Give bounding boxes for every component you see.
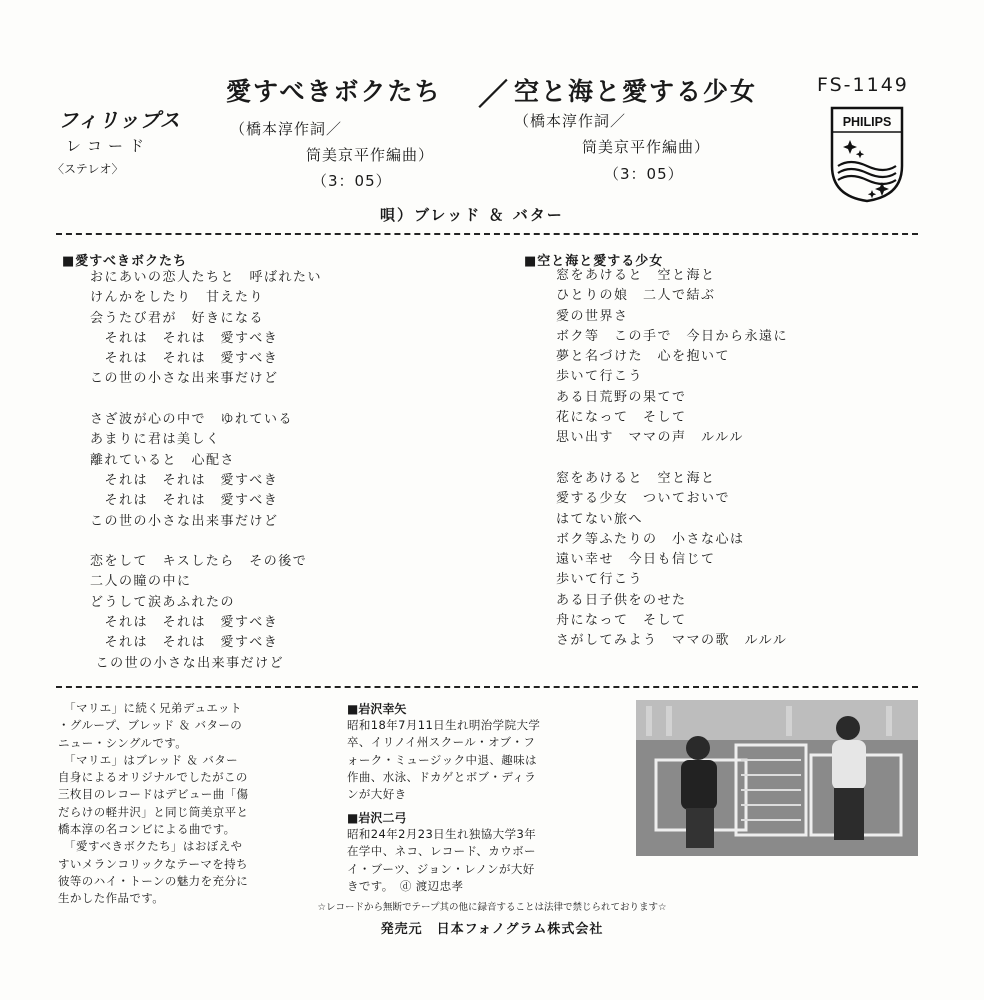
publisher: 発売元 日本フォノグラム株式会社 [380,922,604,937]
lyrics-heading-a: ■愛すべきボクたち [62,254,188,269]
copyright-warning: ☆レコードから無断でテープ其の他に録音することは法律で禁じられております☆ [317,902,667,913]
philips-logo [828,104,906,204]
bio-text-1: 昭和18年7月11日生れ明治学院大学 卒、イリノイ州スクール・オブ・フ ォーク・ミュージック中退、趣味は 作曲、水泳、ドカゲとボブ・ディラ ンが大好き [347,718,541,802]
bio-name-1: ■岩沢幸矢 [347,702,407,716]
bio-text-2: 昭和24年2月23日生れ独協大学3年 在学中、ネコ、レコード、カウボー イ・ブーツ、ジョン・レノンが大好 きです。 ⓓ 渡辺忠孝 [347,827,537,893]
artist-credit: 唄）ブレッド ＆ バター [380,206,564,224]
label-stereo-text: 〈ステレオ〉 [52,162,124,176]
credit-a-composer: 筒美京平作編曲） [306,146,435,164]
song-title-a: 愛すべきボクたち [226,77,442,106]
credit-b-lyricist: （橋本淳作詞／ [514,112,627,130]
lyrics-heading-b: ■空と海と愛する少女 [524,254,664,269]
liner-notes: 「マリエ」に続く兄弟デュエット ・グループ、ブレッド ＆ バターの ニュー・シングルです。 「マリエ」はブレッド ＆ バター 自身によるオリジナルでしたがこの 三枚目のレコードはデビュー曲「傷 だらけの軽井沢」と同じ筒美京平と 橋本淳の名コンビによる曲です。 「愛すべきボクたち」はおぼえや すいメランコリックなテーマを持ち 彼等のハイ・トーンの魅力を充分に 生かした作品です。 [58,701,249,906]
duration-a: （3：05） [312,172,392,190]
label-brand: フィリップス [58,108,181,132]
bio-name-2: ■岩沢二弓 [347,811,407,825]
catalog-number: FS-1149 [817,74,909,96]
lyrics-text-a: おにあいの恋人たちと 呼ばれたい けんかをしたり 甘えたり 会うたび君が 好きになる それは それは 愛すべき それは それは 愛すべき この世の小さな出来事だけど さざ波が心の中で ゆれている あまりに君は美しく 離れていると 心配さ それは それは 愛すべき それは それは 愛すべき この世の小さな出来事だけど 恋をして キスしたら その後で 二人の瞳の中に どうして涙あふれたの それは それは 愛すべき それは それは 愛すべき この世の小さな出来事だけど [90,270,323,671]
divider-bottom [56,686,918,688]
philips-logo-text: PHILIPS [842,115,892,129]
band-photo [636,700,918,856]
credit-b-composer: 筒美京平作編曲） [582,138,711,156]
divider-top [56,233,918,235]
lyrics-text-b: 窓をあけると 空と海と ひとりの娘 二人で結ぶ 愛の世界さ ボク等 この手で 今日から永遠に 夢と名づけた 心を抱いて 歩いて行こう ある日荒野の果てで 花になって そして 思い出す ママの声 ルルル 窓をあけると 空と海と 愛する少女 ついておいで はてない旅へ ボク等ふたりの 小さな心は 遠い幸せ 今日も信じて 歩いて行こう ある日子供をのせた 舟になって そして さがしてみよう ママの歌 ルルル [556,268,789,649]
credit-a-lyricist: （橋本淳作詞／ [230,120,343,138]
label-record-text: レコード [66,137,151,155]
title-separator: ／ [478,78,508,113]
duration-b: （3：05） [604,165,684,183]
song-title-b: 空と海と愛する少女 [514,77,758,106]
philips-shield-icon [828,104,906,204]
